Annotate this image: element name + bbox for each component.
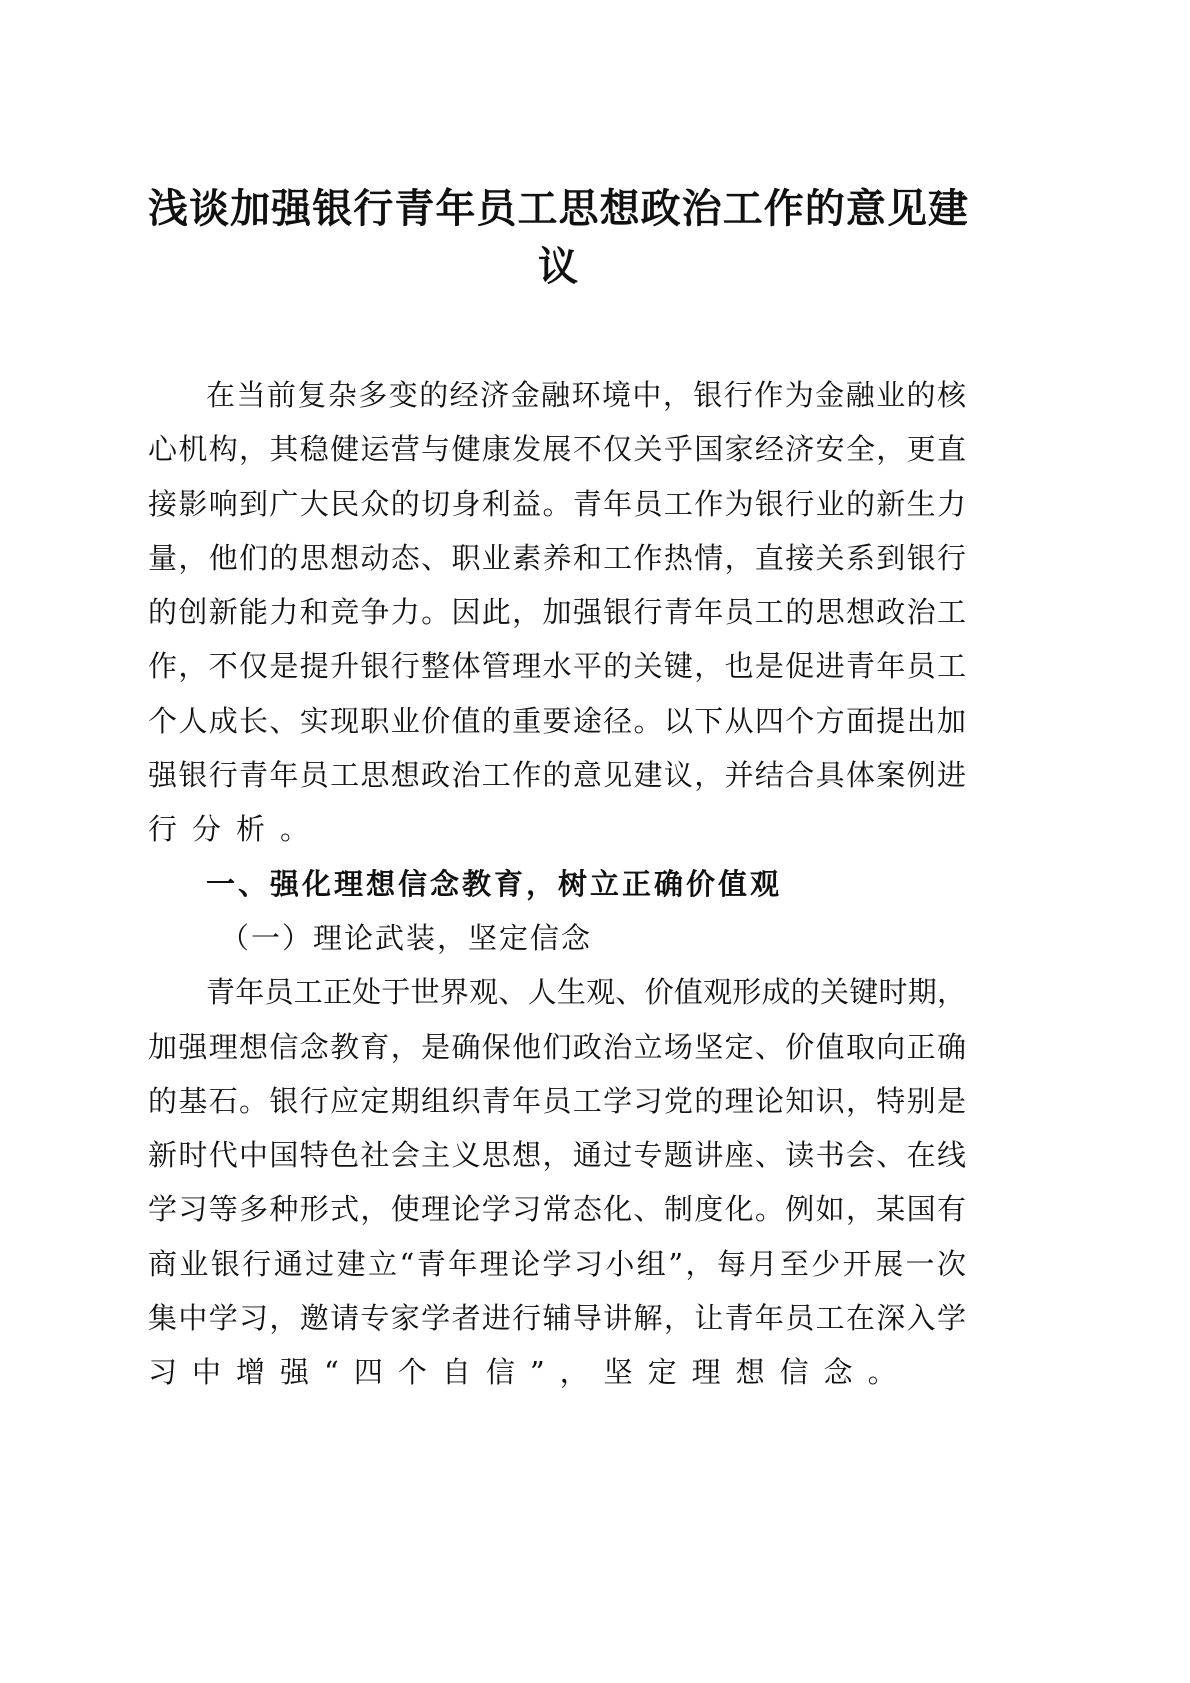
paragraph-intro — [148, 368, 966, 857]
text-line: 习中增强“四个自信”，坚定理想信念。 — [148, 1355, 912, 1390]
text-line: 学习等多种形式，使理论学习常态化、制度化。例如，某国有 — [148, 1192, 966, 1227]
title-line-2: 议 — [538, 243, 578, 290]
text-line: 作，不仅是提升银行整体管理水平的关键，也是促进青年员工 — [148, 649, 966, 684]
text-line: 接影响到广大民众的切身利益。青年员工作为银行业的新生力 — [148, 486, 966, 521]
text-line: 集中学习，邀请专家学者进行辅导讲解，让青年员工在深入学 — [148, 1301, 966, 1336]
document-title — [148, 180, 968, 296]
text-line: 行分析。 — [148, 812, 325, 847]
text-line: 的基石。银行应定期组织青年员工学习党的理论知识，特别是 — [148, 1083, 966, 1118]
text-line: 在当前复杂多变的经济金融环境中，银行作为金融业的核 — [206, 378, 966, 412]
section-heading: 一、强化理想信念教育，树立正确价值观 — [206, 866, 783, 901]
text-line: 强银行青年员工思想政治工作的意见建议，并结合具体案例进 — [148, 758, 966, 793]
text-line: 的创新能力和竞争力。因此，加强银行青年员工的思想政治工 — [148, 595, 966, 630]
paragraph-theory — [148, 965, 966, 1399]
text-line: 青年员工正处于世界观、人生观、价值观形成的关键时期， — [206, 975, 966, 1010]
text-line: 新时代中国特色社会主义思想，通过专题讲座、读书会、在线 — [148, 1138, 966, 1173]
text-line: 心机构，其稳健运营与健康发展不仅关乎国家经济安全，更直 — [148, 432, 966, 467]
document-body — [148, 368, 966, 1400]
title-line-1: 浅谈加强银行青年员工思想政治工作的意见建 — [148, 185, 968, 232]
text-line: 商业银行通过建立“青年理论学习小组”，每月至少开展一次 — [148, 1246, 966, 1281]
text-line: 量，他们的思想动态、职业素养和工作热情，直接关系到银行 — [148, 540, 966, 575]
subsection-heading: （一）理论武装，坚定信念 — [220, 920, 593, 955]
text-line: 加强理想信念教育，是确保他们政治立场坚定、价值取向正确 — [148, 1029, 966, 1064]
text-line: 个人成长、实现职业价值的重要途径。以下从四个方面提出加 — [148, 703, 966, 738]
